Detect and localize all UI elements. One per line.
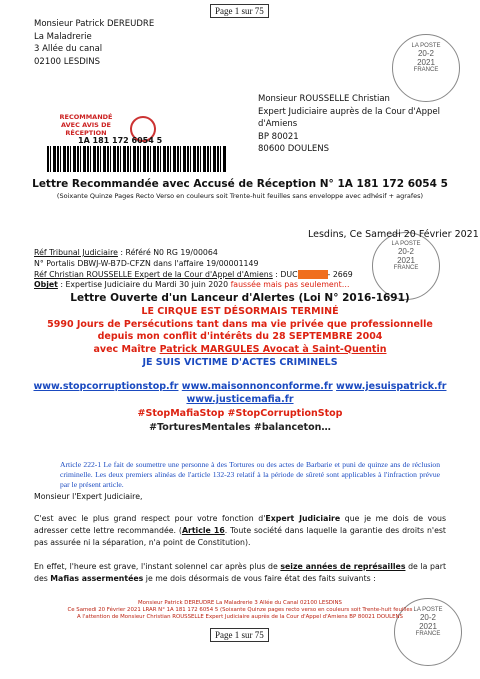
references-block — [34, 248, 353, 291]
footer-line: Monsieur Patrick DEREUDRE La Maladrerie 3 Allée du Canal 02100 LESDINS — [138, 600, 342, 606]
recipient-address — [258, 93, 440, 156]
ref-value: - 2669 — [327, 269, 353, 279]
objet-value: : Expertise Judiciaire du Mardi 30 juin 2020 — [57, 280, 231, 290]
recipient-line: d'Amiens — [258, 119, 298, 129]
recipient-line: 80600 DOULENS — [258, 144, 330, 154]
link-stopcorruptionstop[interactable]: www.stopcorruptionstop.fr — [33, 381, 179, 392]
registered-title: RECOMMANDÉ — [59, 113, 113, 121]
text-span: Expert Judiciaire — [265, 514, 341, 523]
footer-block — [0, 600, 480, 621]
letter-title: Lettre Recommandée avec Accusé de Réception N° 1A 181 172 6054 5 — [32, 178, 448, 190]
ref-label: Réf Christian ROUSSELLE Expert de la Cour d'Appel d'Amiens — [34, 269, 273, 279]
text-span: Article 16 — [181, 526, 225, 535]
text-span: C'est avec le plus grand respect pour votre fonction d' — [34, 514, 266, 523]
sender-line: La Maladrerie — [34, 31, 92, 42]
registered-mail-label — [40, 113, 132, 137]
victim-line: JE SUIS VICTIME D'ACTES CRIMINELS — [142, 357, 338, 368]
hashtags-line-2: #TorturesMentales #balanceton… — [149, 422, 331, 433]
salutation: Monsieur l'Expert Judiciaire, — [34, 492, 143, 501]
sender-address — [34, 18, 154, 68]
objet-note: faussée mais pas seulement… — [230, 280, 350, 290]
text-span: Mafias assermentées — [50, 574, 144, 583]
paragraph-1 — [34, 513, 446, 549]
postmark-stamp: LA POSTE 20-2 2021 FRANCE — [392, 34, 460, 102]
link-jesuispatrick[interactable]: www.jesuispatrick.fr — [336, 381, 447, 392]
text-span: . Toute société dans laquelle la garantie des droits n'est pas assurée ni la séparation, n'a point de Constitution). — [34, 526, 446, 547]
registered-subtitle: AVEC AVIS DE RÉCEPTION — [61, 121, 111, 137]
hashtags-line-1: #StopMafiaStop #StopCorruptionStop — [137, 408, 343, 419]
lawyer-name: Patrick MARGULES Avocat à Saint-Quentin — [159, 343, 387, 355]
text-span: seize années de représailles — [280, 562, 406, 571]
page-number-top: Page 1 sur 75 — [210, 4, 269, 18]
sender-name: Monsieur Patrick DEREUDRE — [34, 19, 155, 29]
recipient-line: BP 80021 — [258, 131, 299, 142]
footer-line: Ce Samedi 20 Février 2021 LRAR N° 1A 181 172 6054 5 (Soixante Quinze pages recto verso en couleurs soit Trente-huit feuilles — [67, 607, 413, 613]
open-letter-heading: Lettre Ouverte d'un Lanceur d'Alertes (Loi N° 2016-1691) — [70, 292, 410, 304]
link-maisonnonconforme[interactable]: www.maisonnonconforme.fr — [181, 381, 333, 392]
date-line: Lesdins, Ce Samedi 20 Février 2021 — [308, 229, 479, 240]
page-number-bottom: Page 1 sur 75 — [210, 628, 269, 642]
objet-label: Objet — [34, 280, 58, 290]
footer-line: A l'attention de Monsieur Christian ROUSSELLE Expert Judiciaire auprès de la Cour d'Appel d'Amiens BP 80021 DOULENS — [77, 614, 403, 620]
alert-line: 5990 Jours de Persécutions tant dans ma vie privée que professionnelle — [47, 318, 433, 330]
lawyer-pre: avec Maître — [93, 343, 160, 355]
alert-lines — [0, 306, 480, 369]
letter-subtitle: (Soixante Quinze Pages Recto Verso en couleurs soit Trente-huit feuilles sans enveloppe avec adhésif + agrafes) — [56, 192, 424, 200]
ref-portalis: N° Portalis DBWJ-W-B7D-CFZN dans l'affaire 19/00001149 — [34, 258, 259, 268]
registered-number: 1A 181 172 6054 5 — [78, 136, 163, 145]
text-span: que je me dois de vous adresser cette lettre recommandée. ( — [34, 514, 447, 535]
text-span: En effet, l'heure est grave, l'instant solennel car après plus de — [34, 562, 281, 571]
links-block — [0, 380, 480, 406]
alert-line: depuis mon conflit d'intérêts du 28 SEPTEMBRE 2004 — [97, 331, 383, 342]
paragraph-2 — [34, 561, 446, 585]
postmark-stamp: LA POSTE 20-2 2021 FRANCE — [394, 598, 462, 666]
law-article-text: Article 222-1 Le fait de soumettre une personne à des Tortures ou des actes de Barbarie et puni de quinze ans de réclusion criminelle. Les deux premiers alinéas de l'article 132-23 relatif à la période de sûreté sont applicables à l'infraction prévue par le présent article. — [60, 460, 440, 489]
alert-line: LE CIRQUE EST DÉSORMAIS TERMINÉ — [141, 306, 339, 317]
sender-line: 3 Allée du canal — [34, 44, 103, 54]
ref-value: : Référé N0 RG 19/00064 — [117, 248, 218, 257]
ref-label: Réf Tribunal Judiciaire — [34, 248, 118, 257]
text-span: de la part des — [34, 562, 446, 583]
link-justicemafia[interactable]: www.justicemafia.fr — [186, 394, 294, 405]
sender-line: 02100 LESDINS — [34, 56, 101, 67]
postmark-stamp: LA POSTE 20-2 2021 FRANCE — [372, 232, 440, 300]
barcode-icon — [47, 146, 227, 172]
recipient-line: Expert Judiciaire auprès de la Cour d'Appel — [258, 106, 440, 117]
text-span: je me dois désormais de vous faire état des faits suivants : — [143, 574, 376, 583]
recipient-name: Monsieur ROUSSELLE Christian — [258, 94, 390, 104]
ref-value: : DUC — [272, 269, 298, 279]
redaction-mask — [298, 270, 328, 279]
